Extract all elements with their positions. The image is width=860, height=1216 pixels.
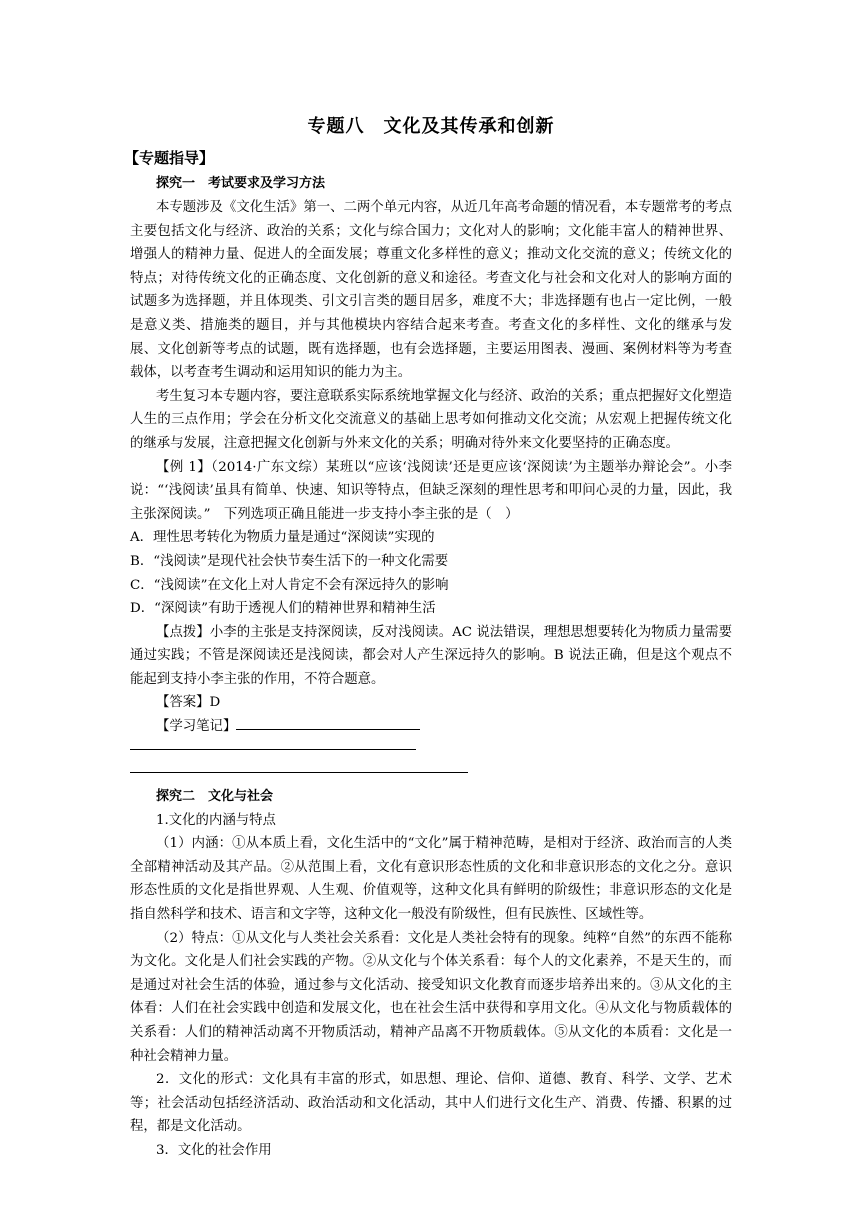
page-title: 专题八 文化及其传承和创新 [307, 116, 555, 137]
part1-paragraph-2: 考生复习本专题内容，要注意联系实际系统地掌握文化与经济、政治的关系；重点把握好文化塑造人生的三点作用；学会在分析文化交流意义的基础上思考如何推动文化交流；从宏观上把握传统文化的继承与发展，注意把握文化创新与外来文化的关系；明确对待外来文化要坚持的正确态度。 [130, 388, 732, 451]
example-question: 【例 1】（2014·广东文综）某班以“应该‘浅阅读’还是更应该‘深阅读’为主题举办辩论会”。小李说：“‘浅阅读’虽具有简单、快速、知识等特点，但缺乏深刻的理性思考和叩问心灵的力量，因此，我主张深阅读。” 下列选项正确且能进一步支持小李主张的是（ ） [130, 459, 732, 522]
notes-row [130, 715, 732, 739]
hint-paragraph: 【点拨】小李的主张是支持深阅读，反对浅阅读。AC 说法错误，理想思想要转化为物质力量需要通过实践；不管是深阅读还是浅阅读，都会对人产生深远持久的影响。B 说法正确，但是这个观点不能起到支持小李主张的作用，不符合题意。 [130, 624, 732, 687]
spacer [130, 773, 732, 785]
notes-rule-1 [130, 749, 416, 750]
item1-paragraph-1: （1）内涵：①从本质上看，文化生活中的“文化”属于精神范畴，是相对于经济、政治而言的人类全部精神活动及其产品。②从范围上看，文化有意识形态性质的文化和非意识形态的文化之分。意识形态性质的文化是指世界观、人生观、价值观等，这种文化具有鲜明的阶级性；非意识形态的文化是指自然科学和技术、语言和文字等，这种文化一般没有阶级性，但有民族性、区域性等。 [130, 836, 732, 923]
option-c: C．“浅阅读”在文化上对人肯定不会有深远持久的影响 [130, 577, 449, 593]
document-body [124, 112, 732, 1163]
option-b: B．“浅阅读”是现代社会快节奏生活下的一种文化需要 [130, 553, 449, 569]
part1-heading: 探究一 考试要求及学习方法 [156, 176, 326, 191]
notes-label: 【学习笔记】 [156, 719, 237, 735]
item1-paragraph-2: （2）特点：①从文化与人类社会关系看：文化是人类社会特有的现象。纯粹“自然”的东西不能称为文化。文化是人们社会实践的产物。②从文化与个体关系看：每个人的文化素养，不是天生的，而是通过对社会生活的体验，通过参与文化活动、接受知识文化教育而逐步培养出来的。③从文化的主体看：人们在社会实践中创造和发展文化，也在社会生活中获得和享用文化。④从文化与物质载体的关系看：人们的精神活动离不开物质活动，精神产品离不开物质载体。⑤从文化的本质看：文化是一种社会精神力量。 [130, 930, 732, 1064]
item1-title: 1.文化的内涵与特点 [156, 812, 276, 828]
notes-underline [236, 715, 420, 730]
option-d: D．“深阅读”有助于透视人们的精神世界和精神生活 [130, 601, 436, 617]
item3-title: 3．文化的社会作用 [156, 1142, 272, 1158]
part1-paragraph-1: 本专题涉及《文化生活》第一、二两个单元内容，从近几年高考命题的情况看，本专题常考的考点主要包括文化与经济、政治的关系；文化与综合国力；文化对人的影响；文化能丰富人的精神世界、增强人的精神力量、促进人的全面发展；尊重文化多样性的意义；推动文化交流的意义；传统文化的特点；对待传统文化的正确态度、文化创新的意义和途径。考查文化与社会和文化对人的影响方面的试题多为选择题，并且体现类、引文引言类的题目居多，难度不大；非选择题有也占一定比例，一般是意义类、措施类的题目，并与其他模块内容结合起来考查。考查文化的多样性、文化的继承与发展、文化创新等考点的试题，既有选择题，也有会选择题，主要运用图表、漫画、案例材料等为考查载体，以考查考生调动和运用知识的能力为主。 [130, 200, 732, 381]
part2-heading: 探究二 文化与社会 [156, 788, 274, 804]
item2-paragraph: 2．文化的形式：文化具有丰富的形式，如思想、理论、信仰、道德、教育、科学、文学、艺术等；社会活动包括经济活动、政治活动和文化活动，其中人们进行文化生产、消费、传播、积累的过程，都是文化活动。 [130, 1072, 732, 1135]
option-a: A．理性思考转化为物质力量是通过“深阅读”实现的 [130, 530, 435, 546]
answer-line: 【答案】D [156, 695, 221, 711]
section-heading: 【专题指导】 [124, 149, 215, 167]
